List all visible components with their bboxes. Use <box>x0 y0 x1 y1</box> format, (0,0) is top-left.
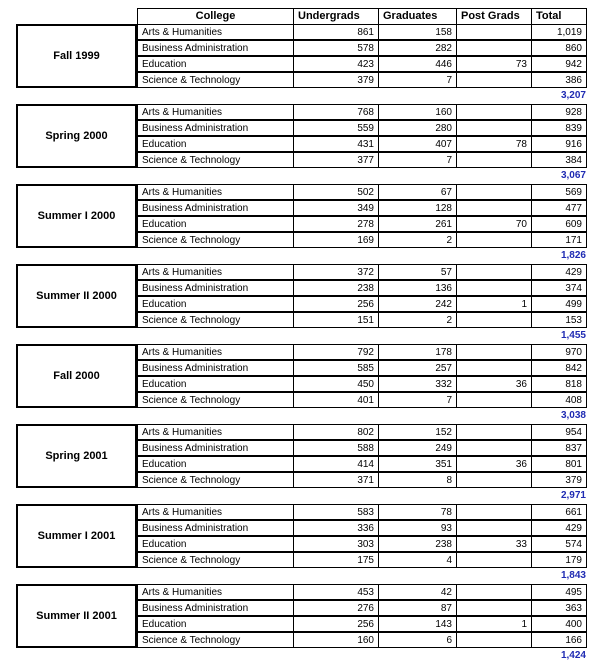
total-cell: 942 <box>531 56 587 72</box>
undergrads-cell: 151 <box>293 312 379 328</box>
college-cell: Science & Technology <box>137 552 294 568</box>
undergrads-cell: 578 <box>293 40 379 56</box>
total-cell: 837 <box>531 440 587 456</box>
total-cell: 429 <box>531 264 587 280</box>
undergrads-cell: 303 <box>293 536 379 552</box>
undergrads-cell: 372 <box>293 264 379 280</box>
graduates-cell: 178 <box>378 344 457 360</box>
term-label: Summer II 2000 <box>16 264 137 328</box>
total-cell: 374 <box>531 280 587 296</box>
college-cell: Education <box>137 56 294 72</box>
undergrads-cell: 802 <box>293 424 379 440</box>
total-cell: 928 <box>531 104 587 120</box>
total-cell: 839 <box>531 120 587 136</box>
college-cell: Education <box>137 456 294 472</box>
post-grads-cell <box>456 504 532 520</box>
term-grand-total: 3,207 <box>560 90 586 101</box>
post-grads-cell <box>456 312 532 328</box>
graduates-cell: 128 <box>378 200 457 216</box>
total-cell: 477 <box>531 200 587 216</box>
post-grads-cell <box>456 232 532 248</box>
college-cell: Arts & Humanities <box>137 104 294 120</box>
college-cell: Arts & Humanities <box>137 184 294 200</box>
graduates-cell: 282 <box>378 40 457 56</box>
undergrads-cell: 169 <box>293 232 379 248</box>
undergrads-cell: 379 <box>293 72 379 88</box>
total-cell: 842 <box>531 360 587 376</box>
graduates-cell: 257 <box>378 360 457 376</box>
undergrads-cell: 336 <box>293 520 379 536</box>
graduates-cell: 6 <box>378 632 457 648</box>
graduates-cell: 249 <box>378 440 457 456</box>
total-cell: 954 <box>531 424 587 440</box>
undergrads-cell: 276 <box>293 600 379 616</box>
total-cell: 801 <box>531 456 587 472</box>
term-grand-total: 1,826 <box>560 250 586 261</box>
term-grand-total: 1,424 <box>560 650 586 661</box>
total-cell: 860 <box>531 40 587 56</box>
post-grads-cell <box>456 440 532 456</box>
college-cell: Arts & Humanities <box>137 264 294 280</box>
undergrads-cell: 401 <box>293 392 379 408</box>
post-grads-cell: 1 <box>456 616 532 632</box>
college-cell: Arts & Humanities <box>137 344 294 360</box>
graduates-cell: 67 <box>378 184 457 200</box>
header-undergrads: Undergrads <box>293 8 379 25</box>
undergrads-cell: 431 <box>293 136 379 152</box>
total-cell: 574 <box>531 536 587 552</box>
graduates-cell: 238 <box>378 536 457 552</box>
term-label: Summer II 2001 <box>16 584 137 648</box>
total-cell: 363 <box>531 600 587 616</box>
undergrads-cell: 423 <box>293 56 379 72</box>
college-cell: Business Administration <box>137 440 294 456</box>
college-cell: Arts & Humanities <box>137 504 294 520</box>
college-cell: Science & Technology <box>137 632 294 648</box>
post-grads-cell <box>456 104 532 120</box>
post-grads-cell <box>456 264 532 280</box>
graduates-cell: 2 <box>378 232 457 248</box>
header-college: College <box>137 8 294 25</box>
total-cell: 661 <box>531 504 587 520</box>
college-cell: Science & Technology <box>137 232 294 248</box>
term-grand-total: 2,971 <box>560 490 586 501</box>
post-grads-cell: 78 <box>456 136 532 152</box>
post-grads-cell <box>456 520 532 536</box>
graduates-cell: 7 <box>378 392 457 408</box>
undergrads-cell: 377 <box>293 152 379 168</box>
college-cell: Science & Technology <box>137 152 294 168</box>
total-cell: 171 <box>531 232 587 248</box>
post-grads-cell <box>456 472 532 488</box>
post-grads-cell <box>456 184 532 200</box>
graduates-cell: 152 <box>378 424 457 440</box>
post-grads-cell <box>456 600 532 616</box>
college-cell: Business Administration <box>137 200 294 216</box>
post-grads-cell <box>456 424 532 440</box>
total-cell: 569 <box>531 184 587 200</box>
college-cell: Business Administration <box>137 120 294 136</box>
undergrads-cell: 371 <box>293 472 379 488</box>
graduates-cell: 261 <box>378 216 457 232</box>
college-cell: Education <box>137 376 294 392</box>
post-grads-cell <box>456 360 532 376</box>
graduates-cell: 8 <box>378 472 457 488</box>
total-cell: 153 <box>531 312 587 328</box>
post-grads-cell: 36 <box>456 376 532 392</box>
graduates-cell: 93 <box>378 520 457 536</box>
total-cell: 499 <box>531 296 587 312</box>
term-label: Spring 2000 <box>16 104 137 168</box>
term-label: Fall 1999 <box>16 24 137 88</box>
total-cell: 166 <box>531 632 587 648</box>
total-cell: 379 <box>531 472 587 488</box>
post-grads-cell: 70 <box>456 216 532 232</box>
total-cell: 408 <box>531 392 587 408</box>
graduates-cell: 242 <box>378 296 457 312</box>
graduates-cell: 7 <box>378 72 457 88</box>
college-cell: Science & Technology <box>137 392 294 408</box>
post-grads-cell <box>456 120 532 136</box>
college-cell: Arts & Humanities <box>137 584 294 600</box>
college-cell: Science & Technology <box>137 72 294 88</box>
term-label: Summer I 2001 <box>16 504 137 568</box>
college-cell: Arts & Humanities <box>137 424 294 440</box>
post-grads-cell <box>456 72 532 88</box>
total-cell: 1,019 <box>531 24 587 40</box>
graduates-cell: 160 <box>378 104 457 120</box>
post-grads-cell <box>456 200 532 216</box>
total-cell: 429 <box>531 520 587 536</box>
term-grand-total: 3,038 <box>560 410 586 421</box>
college-cell: Business Administration <box>137 360 294 376</box>
term-grand-total: 1,843 <box>560 570 586 581</box>
college-cell: Education <box>137 616 294 632</box>
college-cell: Arts & Humanities <box>137 24 294 40</box>
college-cell: Business Administration <box>137 40 294 56</box>
undergrads-cell: 256 <box>293 616 379 632</box>
undergrads-cell: 502 <box>293 184 379 200</box>
college-cell: Science & Technology <box>137 312 294 328</box>
header-post-grads: Post Grads <box>456 8 532 25</box>
college-cell: Business Administration <box>137 280 294 296</box>
undergrads-cell: 450 <box>293 376 379 392</box>
term-label: Fall 2000 <box>16 344 137 408</box>
undergrads-cell: 414 <box>293 456 379 472</box>
college-cell: Education <box>137 216 294 232</box>
graduates-cell: 2 <box>378 312 457 328</box>
graduates-cell: 78 <box>378 504 457 520</box>
college-cell: Education <box>137 296 294 312</box>
post-grads-cell <box>456 24 532 40</box>
post-grads-cell: 73 <box>456 56 532 72</box>
graduates-cell: 4 <box>378 552 457 568</box>
total-cell: 970 <box>531 344 587 360</box>
undergrads-cell: 585 <box>293 360 379 376</box>
total-cell: 495 <box>531 584 587 600</box>
header-total: Total <box>531 8 587 25</box>
total-cell: 400 <box>531 616 587 632</box>
undergrads-cell: 861 <box>293 24 379 40</box>
graduates-cell: 42 <box>378 584 457 600</box>
undergrads-cell: 588 <box>293 440 379 456</box>
college-cell: Business Administration <box>137 600 294 616</box>
post-grads-cell <box>456 280 532 296</box>
total-cell: 916 <box>531 136 587 152</box>
undergrads-cell: 583 <box>293 504 379 520</box>
undergrads-cell: 175 <box>293 552 379 568</box>
total-cell: 818 <box>531 376 587 392</box>
term-label: Spring 2001 <box>16 424 137 488</box>
graduates-cell: 143 <box>378 616 457 632</box>
undergrads-cell: 559 <box>293 120 379 136</box>
post-grads-cell <box>456 40 532 56</box>
undergrads-cell: 349 <box>293 200 379 216</box>
undergrads-cell: 768 <box>293 104 379 120</box>
graduates-cell: 87 <box>378 600 457 616</box>
college-cell: Education <box>137 136 294 152</box>
total-cell: 386 <box>531 72 587 88</box>
graduates-cell: 57 <box>378 264 457 280</box>
total-cell: 179 <box>531 552 587 568</box>
graduates-cell: 407 <box>378 136 457 152</box>
post-grads-cell <box>456 392 532 408</box>
post-grads-cell: 36 <box>456 456 532 472</box>
graduates-cell: 280 <box>378 120 457 136</box>
college-cell: Education <box>137 536 294 552</box>
graduates-cell: 332 <box>378 376 457 392</box>
undergrads-cell: 256 <box>293 296 379 312</box>
header-graduates: Graduates <box>378 8 457 25</box>
term-grand-total: 1,455 <box>560 330 586 341</box>
post-grads-cell <box>456 584 532 600</box>
graduates-cell: 158 <box>378 24 457 40</box>
graduates-cell: 351 <box>378 456 457 472</box>
college-cell: Science & Technology <box>137 472 294 488</box>
undergrads-cell: 160 <box>293 632 379 648</box>
post-grads-cell <box>456 632 532 648</box>
graduates-cell: 136 <box>378 280 457 296</box>
post-grads-cell: 33 <box>456 536 532 552</box>
post-grads-cell <box>456 552 532 568</box>
post-grads-cell <box>456 152 532 168</box>
total-cell: 609 <box>531 216 587 232</box>
term-grand-total: 3,067 <box>560 170 586 181</box>
college-cell: Business Administration <box>137 520 294 536</box>
graduates-cell: 7 <box>378 152 457 168</box>
undergrads-cell: 792 <box>293 344 379 360</box>
post-grads-cell <box>456 344 532 360</box>
graduates-cell: 446 <box>378 56 457 72</box>
undergrads-cell: 238 <box>293 280 379 296</box>
term-label: Summer I 2000 <box>16 184 137 248</box>
total-cell: 384 <box>531 152 587 168</box>
post-grads-cell: 1 <box>456 296 532 312</box>
undergrads-cell: 278 <box>293 216 379 232</box>
undergrads-cell: 453 <box>293 584 379 600</box>
